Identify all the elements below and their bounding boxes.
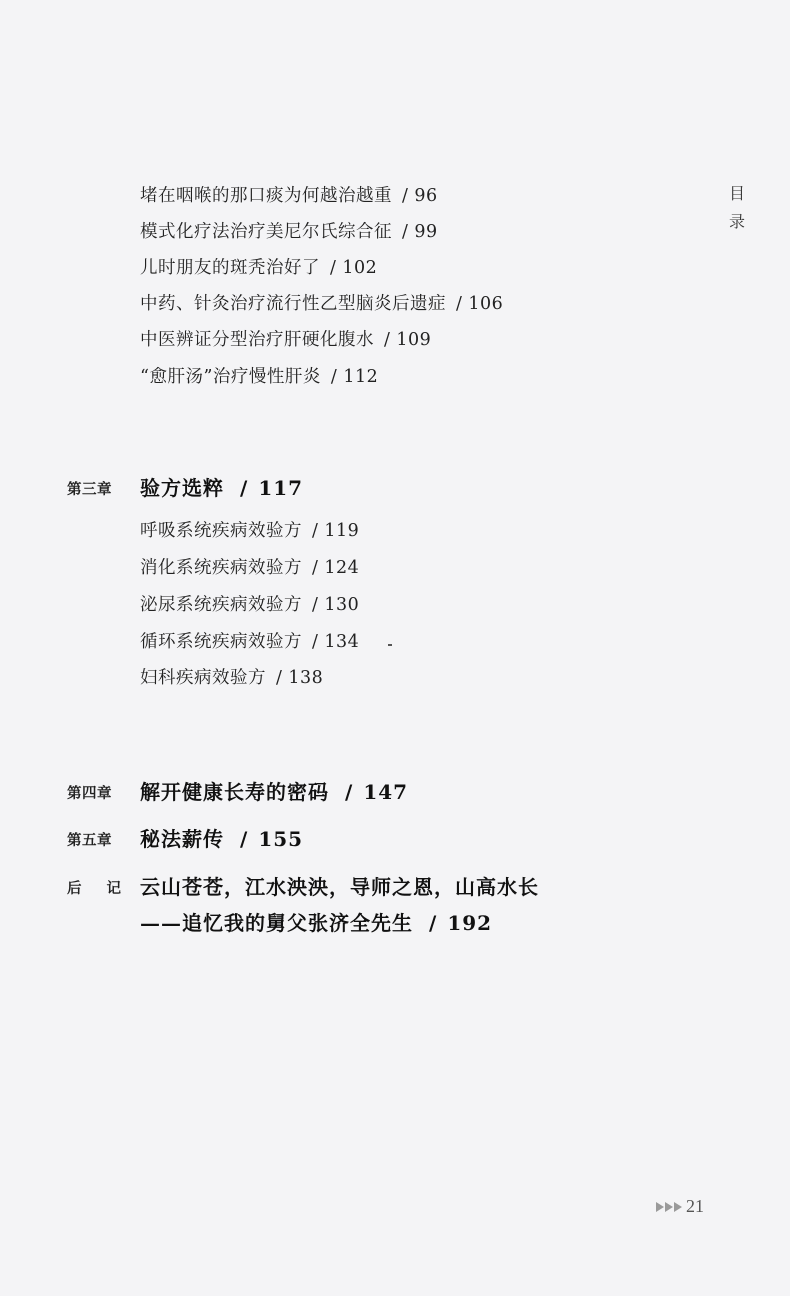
afterword-title[interactable] bbox=[140, 871, 539, 900]
chapter-page: 117 bbox=[258, 476, 304, 500]
afterword-label-char: 记 bbox=[106, 881, 121, 897]
toc-entry[interactable] bbox=[140, 290, 503, 315]
separator: / bbox=[402, 222, 409, 242]
toc-entry-title: 泌尿系统疾病效验方 bbox=[140, 595, 302, 615]
afterword-page: 192 bbox=[447, 911, 493, 935]
toc-entry[interactable] bbox=[140, 591, 359, 616]
chapter-page: 155 bbox=[258, 827, 304, 851]
afterword-label bbox=[67, 877, 121, 898]
toc-entry-title: 中药、针灸治疗流行性乙型脑炎后遗症 bbox=[140, 294, 446, 314]
separator: / bbox=[240, 476, 249, 500]
afterword-label-char: 后 bbox=[67, 881, 82, 897]
toc-entry[interactable] bbox=[140, 182, 438, 207]
page-footer bbox=[656, 1196, 704, 1217]
toc-entry-title: 消化系统疾病效验方 bbox=[140, 558, 302, 578]
toc-entry[interactable] bbox=[140, 628, 359, 653]
separator: / bbox=[330, 367, 338, 387]
toc-entry-page: 112 bbox=[343, 367, 379, 387]
chapter-heading[interactable] bbox=[140, 823, 303, 852]
separator: / bbox=[384, 330, 391, 350]
separator: / bbox=[402, 186, 409, 206]
toc-entry-page: 109 bbox=[396, 330, 432, 350]
chapter-label: 第五章 bbox=[67, 833, 112, 849]
toc-entry-page: 124 bbox=[324, 558, 360, 578]
chapter-title: 验方选粹 bbox=[140, 476, 224, 500]
toc-entry-page: 96 bbox=[414, 186, 438, 206]
print-speck bbox=[388, 644, 392, 646]
separator: / bbox=[312, 521, 319, 541]
chapter-label: 第三章 bbox=[67, 482, 112, 498]
chapter-label: 第四章 bbox=[67, 786, 112, 802]
afterword-title-line2: ——追忆我的舅父张济全先生 bbox=[140, 911, 413, 935]
page-number: 21 bbox=[686, 1196, 704, 1216]
toc-entry-page: 102 bbox=[342, 258, 378, 278]
triple-arrow-icon bbox=[656, 1202, 682, 1212]
toc-entry-page: 138 bbox=[288, 668, 324, 688]
afterword-title-line1: 云山苍苍，江水泱泱，导师之恩，山高水长 bbox=[140, 875, 539, 899]
chapter-page: 147 bbox=[363, 780, 409, 804]
toc-entry[interactable] bbox=[140, 517, 359, 542]
separator: / bbox=[312, 595, 319, 615]
section-label-char: 目 bbox=[728, 184, 745, 203]
section-label bbox=[727, 180, 747, 236]
toc-entry-page: 130 bbox=[324, 595, 360, 615]
separator: / bbox=[345, 780, 354, 804]
toc-entry[interactable] bbox=[140, 218, 438, 243]
separator: / bbox=[456, 294, 463, 314]
toc-entry-page: 134 bbox=[324, 632, 360, 652]
chapter-title: 秘法薪传 bbox=[140, 827, 224, 851]
separator: / bbox=[330, 258, 337, 278]
chapter-heading[interactable] bbox=[140, 776, 408, 805]
toc-entry-title: 妇科疾病效验方 bbox=[140, 668, 266, 688]
separator: / bbox=[240, 827, 249, 851]
toc-entry[interactable] bbox=[140, 363, 378, 388]
toc-entry[interactable] bbox=[140, 254, 377, 279]
section-label-char: 录 bbox=[728, 212, 745, 231]
toc-entry-title: 儿时朋友的斑秃治好了 bbox=[140, 258, 320, 278]
toc-entry-title: 模式化疗法治疗美尼尔氏综合征 bbox=[140, 222, 392, 242]
toc-entry-title: “愈肝汤”治疗慢性肝炎 bbox=[140, 367, 321, 387]
toc-entry-title: 中医辨证分型治疗肝硬化腹水 bbox=[140, 330, 374, 350]
toc-entry-title: 堵在咽喉的那口痰为何越治越重 bbox=[140, 186, 392, 206]
toc-entry[interactable] bbox=[140, 326, 431, 351]
toc-entry-page: 119 bbox=[324, 521, 360, 541]
separator: / bbox=[312, 558, 319, 578]
afterword-subtitle[interactable] bbox=[140, 907, 492, 936]
toc-entry-page: 99 bbox=[414, 222, 438, 242]
separator: / bbox=[429, 911, 438, 935]
toc-entry[interactable] bbox=[140, 554, 359, 579]
chapter-title: 解开健康长寿的密码 bbox=[140, 780, 329, 804]
toc-entry-title: 循环系统疾病效验方 bbox=[140, 632, 302, 652]
separator: / bbox=[276, 668, 283, 688]
toc-entry-page: 106 bbox=[468, 294, 504, 314]
separator: / bbox=[312, 632, 319, 652]
toc-entry-title: 呼吸系统疾病效验方 bbox=[140, 521, 302, 541]
toc-entry[interactable] bbox=[140, 664, 323, 689]
chapter-heading[interactable] bbox=[140, 472, 303, 501]
